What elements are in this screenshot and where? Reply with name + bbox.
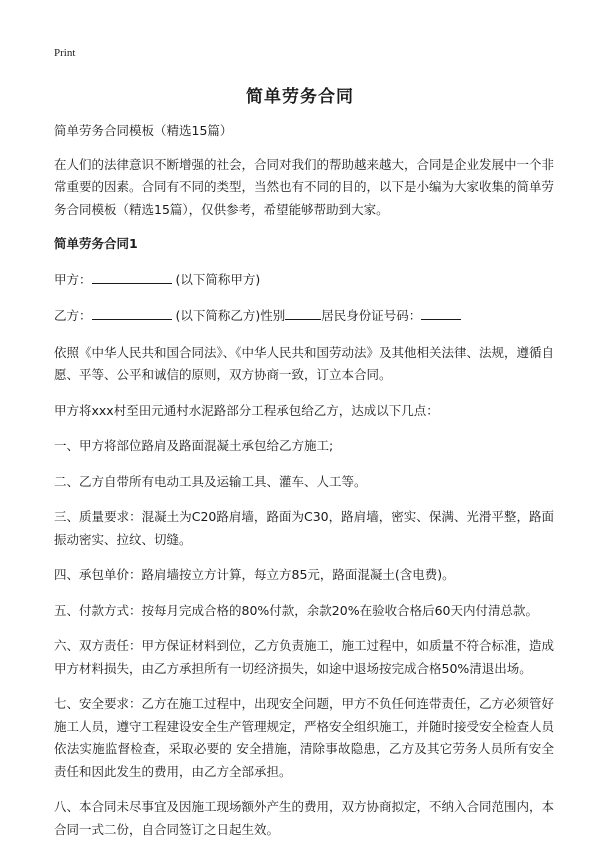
intro-paragraph: 在人们的法律意识不断增强的社会，合同对我们的帮助越来越大，合同是企业发展中一个非常重要的因素。合同有不同的类型，当然也有不同的目的，以下是小编为大家收集的简单劳务合同模板（精选15篇），仅供参考，希望能够帮助到大家。 (54, 156, 555, 217)
party-a-line (54, 269, 554, 292)
party-a-blank (92, 271, 172, 284)
clause-7: 七、安全要求：乙方在施工过程中，出现安全问题，甲方不负任何连带责任，乙方必须管好施工人员，遵守工程建设安全生产管理规定，严格安全组织施工，并随时接受安全检查人员依法实施监督检查，采取必要的 安全措施，清除事故隐患，乙方及其它劳务人员所有安全责任和因此发生的费用，由乙方全部承担。 (54, 696, 555, 779)
party-a-suffix: (以下简称甲方) (175, 271, 261, 287)
party-b-label: 乙方： (54, 308, 92, 323)
id-number-blank (421, 307, 461, 320)
document-subtitle: 简单劳务合同模板（精选15篇） (54, 123, 233, 138)
id-number-label: 居民身份证号码： (321, 308, 422, 323)
clause-8: 八、本合同未尽事宜及因施工现场额外产生的费用，双方协商拟定，不纳入合同范围内，本合同一式二份，自合同签订之日起生效。 (54, 799, 555, 837)
party-b-suffix: (以下简称乙方)性别 (175, 308, 286, 323)
print-link[interactable]: Print (54, 47, 76, 59)
party-a-label: 甲方： (54, 271, 92, 287)
gender-blank (285, 307, 321, 320)
document-body (54, 120, 554, 854)
clause-3: 三、质量要求：混凝土为C20路肩墙，路面为C30，路肩墙，密实、保满、光滑平整，路面振动密实、拉纹、切缝。 (54, 509, 554, 547)
legal-basis-paragraph: 依照《中华人民共和国合同法》、《中华人民共和国劳动法》及其他相关法律、法规，遵循自愿、平等、公平和诚信的原则，双方协商一致，订立本合同。 (54, 344, 555, 382)
document-title: 简单劳务合同 (246, 87, 354, 107)
party-b-line (54, 305, 554, 328)
party-b-blank (92, 307, 172, 320)
clause-6: 六、双方责任：甲方保证材料到位，乙方负责施工，施工过程中，如质量不符合标准，造成甲方材料损失，由乙方承担所有一切经济损失，如途中退场按完成合格50%清退出场。 (54, 638, 555, 676)
scope-paragraph: 甲方将xxx村至田元通村水泥路部分工程承包给乙方，达成以下几点： (54, 402, 439, 418)
clause-1: 一、甲方将部位路肩及路面混凝土承包给乙方施工; (54, 438, 334, 453)
clause-4: 四、承包单价：路肩墙按立方计算，每立方85元，路面混凝土(含电费)。 (54, 567, 455, 582)
clause-2: 二、乙方自带所有电动工具及运输工具、灌车、人工等。 (54, 473, 367, 489)
clause-5: 五、付款方式：按每月完成合格的80%付款，余款20%在验收合格后60天内付清总款。 (54, 602, 538, 618)
section-heading: 简单劳务合同1 (54, 236, 138, 251)
